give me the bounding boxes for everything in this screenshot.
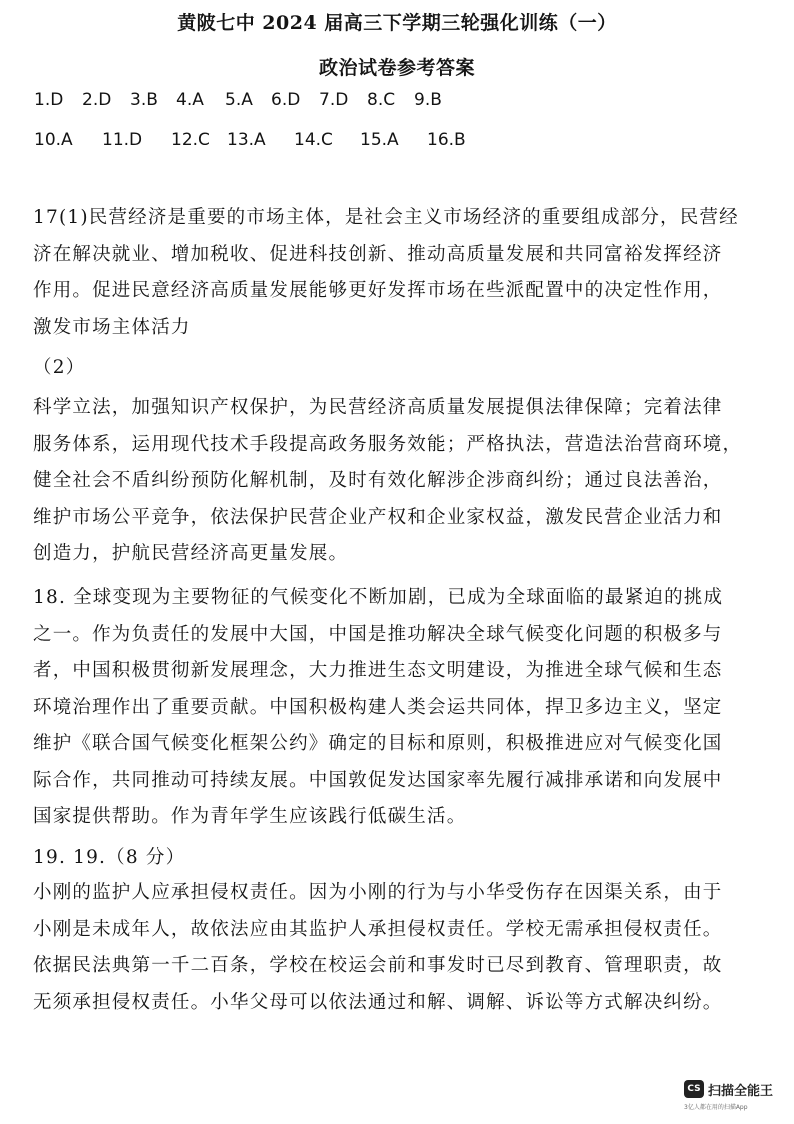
answer-line: 创造力，护航民营经济高更量发展。 — [33, 543, 349, 564]
answer-item: 5.A — [225, 90, 253, 110]
answer-item: 14.C — [294, 130, 333, 150]
answer-line: 小刚的监护人应承担侵权责任。因为小刚的行为与小华受伤存在因渠关系，由于 — [33, 882, 723, 903]
q18-answer — [33, 580, 768, 836]
answer-item: 3.B — [130, 90, 158, 110]
answer-line: 者，中国积极贯彻新发展理念，大力推进生态文明建设，为推进全球气候和生态 — [33, 660, 723, 681]
scanner-watermark — [684, 1078, 784, 1114]
answer-item: 6.D — [271, 90, 301, 110]
answer-item: 11.D — [102, 130, 143, 150]
q19-label — [33, 840, 768, 877]
answer-item: 12.C — [171, 130, 210, 150]
answer-line: 济在解决就业、增加税收、促进科技创新、推动高质量发展和共同富裕发挥经济 — [33, 243, 723, 265]
part-label: （2） — [33, 357, 86, 378]
answer-line: 环境治理作出了重要贡献。中国积极构建人类会运共同体，捍卫多边主义，坚定 — [33, 696, 723, 718]
answer-item: 16.B — [427, 130, 466, 150]
answer-line: 服务体系，运用现代技术手段提高政务服务效能；严格执法，营造法治营商环境， — [33, 433, 743, 455]
q19-answer — [33, 875, 768, 1021]
answer-item: 9.B — [414, 90, 442, 110]
answer-line: 科学立法，加强知识产权保护，为民营经济高质量发展提俱法律保障；完着法律 — [33, 397, 723, 418]
answer-line: 国家提供帮助。作为青年学生应该践行低碳生活。 — [33, 806, 467, 827]
watermark-tagline: 3亿人都在用的扫描App — [684, 1104, 748, 1111]
q17-part1-answer — [33, 200, 768, 346]
answer-line: 小刚是未成年人，故依法应由其监护人承担侵权责任。学校无需承担侵权责任。 — [33, 918, 723, 940]
answer-line: 健全社会不盾纠纷预防化解机制，及时有效化解涉企涉商纠纷；通过良法善治， — [33, 470, 723, 491]
answer-item: 10.A — [34, 130, 73, 150]
answer-item: 7.D — [319, 90, 349, 110]
q17-part2-answer — [33, 390, 768, 573]
camscanner-logo-icon: CS — [684, 1080, 704, 1098]
answer-line: 无须承担侵权责任。小华父母可以依法通过和解、调解、诉讼等方式解决纠纷。 — [33, 991, 723, 1013]
answer-item: 2.D — [82, 90, 112, 110]
answer-line: 维护《联合国气候变化框架公约》确定的目标和原则，积极推进应对气候变化国 — [33, 733, 723, 754]
answer-line: 激发市场主体活力 — [33, 316, 191, 338]
answer-item: 8.C — [367, 90, 396, 110]
answer-line: 作用。促进民意经济高质量发展能够更好发挥市场在些派配置中的决定性作用， — [33, 280, 723, 301]
q17-part2-label — [33, 350, 768, 387]
question-label: 19. 19.（8 分） — [33, 847, 186, 868]
answer-item: 1.D — [34, 90, 64, 110]
page-title: 黄陂七中 2024 届高三下学期三轮强化训练（一） — [177, 12, 617, 34]
page-subtitle: 政治试卷参考答案 — [318, 57, 475, 79]
answer-item: 15.A — [360, 130, 399, 150]
answer-item: 4.A — [176, 90, 204, 110]
answer-line: 维护市场公平竞争，依法保护民营企业产权和企业家权益，激发民营企业活力和 — [33, 506, 723, 528]
answer-line: 依据民法典第一千二百条，学校在校运会前和事发时已尽到教育、管理职责，故 — [33, 955, 723, 976]
answer-line: 18. 全球变现为主要物征的气候变化不断加剧，已成为全球面临的最紧迫的挑成 — [33, 587, 724, 608]
answer-line: 之一。作为负责任的发展中大国，中国是推功解决全球气候变化问题的积极多与 — [33, 623, 723, 645]
answer-line: 际合作，共同推动可持续友展。中国敦促发达国家率先履行减排承诺和向发展中 — [33, 769, 723, 791]
watermark-name: 扫描全能王 — [708, 1084, 774, 1099]
answer-item: 13.A — [227, 130, 266, 150]
answer-line: 17(1)民营经济是重要的市场主体，是社会主义市场经济的重要组成部分，民营经 — [33, 207, 739, 228]
